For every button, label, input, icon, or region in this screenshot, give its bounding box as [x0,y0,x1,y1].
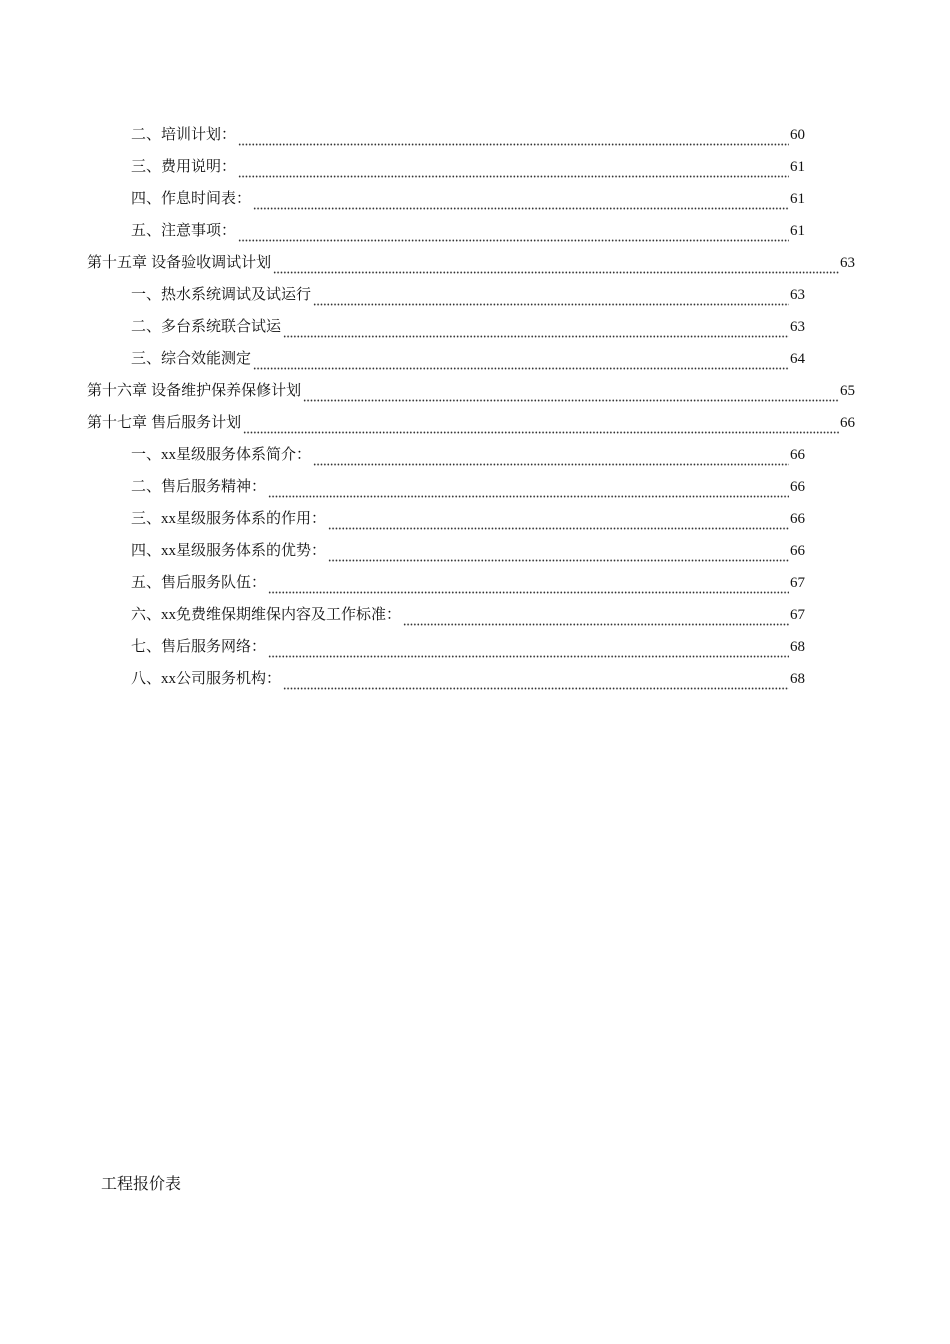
dot-leader [268,642,789,658]
toc-entry-page: 66 [790,479,805,495]
toc-entry-label: 八、xx公司服务机构： [131,671,282,687]
toc-entry-page: 66 [790,511,805,527]
toc-entry-label: 四、作息时间表： [131,191,252,207]
toc-entry-label: 第十七章 售后服务计划 [87,414,242,431]
toc-entry-page: 63 [840,255,855,271]
toc-entry-page: 67 [790,607,805,623]
toc-entry-label: 一、热水系统调试及试运行 [131,287,312,303]
dot-leader [328,514,789,530]
toc-entry[interactable] [131,188,805,210]
section-title: 工程报价表 [101,1176,182,1193]
toc-entry[interactable] [131,156,805,178]
toc-entry-label: 二、售后服务精神： [131,479,267,495]
dot-leader [313,450,789,466]
toc-entry[interactable] [131,124,805,146]
toc-entry-page: 68 [790,671,805,687]
toc-entry-label: 五、注意事项： [131,223,237,239]
dot-leader [243,418,839,434]
toc-entry-page: 66 [790,447,805,463]
toc-entry-label: 一、xx星级服务体系简介： [131,447,312,463]
toc-entry-page: 61 [790,223,805,239]
toc-entry-page: 66 [840,415,855,431]
toc-chapter-entry[interactable] [87,412,855,434]
dot-leader [283,674,789,690]
dot-leader [328,546,789,562]
toc-entry-page: 65 [840,383,855,399]
dot-leader [253,194,789,210]
toc-entry[interactable] [131,604,805,626]
toc-entry-page: 60 [790,127,805,143]
dot-leader [268,482,789,498]
toc-entry-page: 61 [790,159,805,175]
toc-entry[interactable] [131,636,805,658]
toc-entry-page: 64 [790,351,805,367]
toc-chapter-entry[interactable] [87,380,855,402]
toc-entry-page: 63 [790,287,805,303]
toc-entry[interactable] [131,444,805,466]
toc-entry[interactable] [131,316,805,338]
toc-entry-label: 第十六章 设备维护保养保修计划 [87,382,302,399]
toc-entry-label: 第十五章 设备验收调试计划 [87,254,272,271]
toc-entry-page: 66 [790,543,805,559]
dot-leader [403,610,789,626]
toc-entry-page: 68 [790,639,805,655]
dot-leader [238,130,789,146]
dot-leader [283,322,789,338]
toc-entry-label: 二、培训计划： [131,127,237,143]
toc-entry-page: 63 [790,319,805,335]
toc-entry-label: 三、费用说明： [131,159,237,175]
toc-entry[interactable] [131,572,805,594]
toc-entry-page: 61 [790,191,805,207]
toc-entry[interactable] [131,284,805,306]
dot-leader [253,354,789,370]
dot-leader [238,226,789,242]
toc-entry-label: 七、售后服务网络： [131,639,267,655]
dot-leader [303,386,839,402]
toc-entry[interactable] [131,476,805,498]
toc-entry[interactable] [131,220,805,242]
toc-entry-label: 四、xx星级服务体系的优势： [131,543,327,559]
toc-entry-label: 六、xx免费维保期维保内容及工作标准： [131,607,402,623]
toc-entry[interactable] [131,540,805,562]
dot-leader [313,290,789,306]
toc-entry[interactable] [131,668,805,690]
toc-entry-label: 三、xx星级服务体系的作用： [131,511,327,527]
toc-entry[interactable] [131,348,805,370]
dot-leader [268,578,789,594]
dot-leader [273,258,839,274]
toc-entry-page: 67 [790,575,805,591]
toc-chapter-entry[interactable] [87,252,855,274]
dot-leader [238,162,789,178]
toc-entry-label: 二、多台系统联合试运 [131,319,282,335]
toc-entry-label: 三、综合效能测定 [131,351,252,367]
toc-entry[interactable] [131,508,805,530]
toc-entry-label: 五、售后服务队伍： [131,575,267,591]
